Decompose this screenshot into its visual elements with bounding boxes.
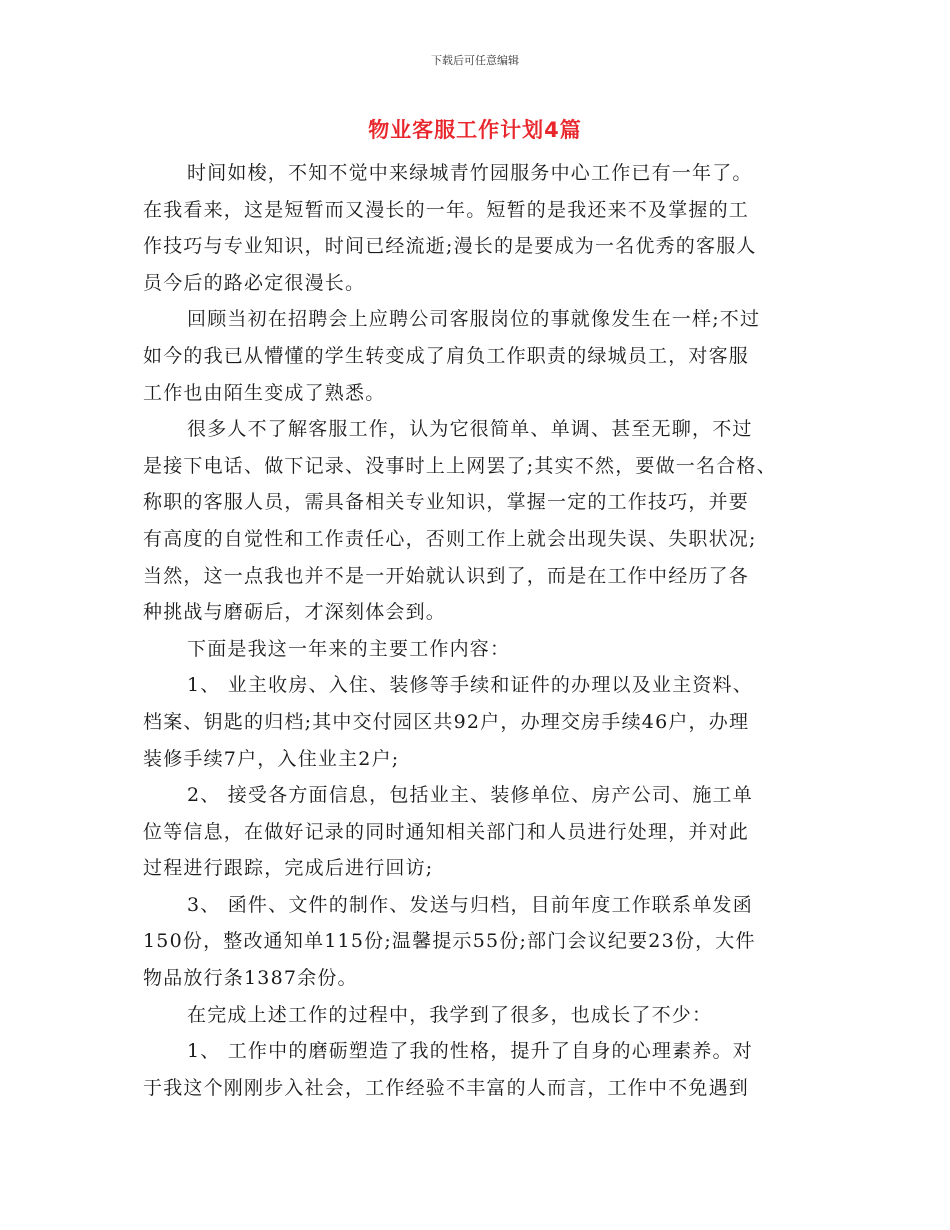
list-item-line: 位等信息，在做好记录的同时通知相关部门和人员进行处理，并对此 [143, 820, 750, 843]
paragraph-line: 工作也由陌生变成了熟悉。 [143, 381, 386, 404]
list-item-line: 3、 函件、文件的制作、发送与归档，目前年度工作联系单发函 [187, 893, 753, 916]
list-item-line: 1、 业主收房、入住、装修等手续和证件的办理以及业主资料、 [187, 674, 753, 697]
paragraph-line: 回顾当初在招聘会上应聘公司客服岗位的事就像发生在一样;不过 [187, 308, 761, 331]
list-item-line: 物品放行条1387余份。 [143, 967, 358, 990]
list-item-line: 过程进行跟踪，完成后进行回访; [143, 857, 434, 880]
list-item-line: 于我这个刚刚步入社会，工作经验不丰富的人而言，工作中不免遇到 [143, 1076, 750, 1099]
paragraph-line: 称职的客服人员，需具备相关专业知识，掌握一定的工作技巧，并要 [143, 491, 750, 514]
list-item-line: 150份，整改通知单115份;温馨提示55份;部门会议纪要23份，大件 [143, 930, 756, 953]
paragraph-line: 在我看来，这是短暂而又漫长的一年。短暂的是我还来不及掌握的工 [143, 198, 750, 221]
paragraph-line: 有高度的自觉性和工作责任心，否则工作上就会出现失误、失职状况; [143, 527, 757, 550]
paragraph-line: 很多人不了解客服工作，认为它很简单、单调、甚至无聊，不过 [187, 418, 753, 441]
paragraph-line: 当然，这一点我也并不是一开始就认识到了，而是在工作中经历了各 [143, 564, 750, 587]
paragraph-line: 时间如梭，不知不觉中来绿城青竹园服务中心工作已有一年了。 [187, 162, 753, 184]
paragraph-line: 是接下电话、做下记录、没事时上上网罢了;其实不然，要做一名合格、 [143, 454, 777, 477]
list-item-line: 档案、钥匙的归档;其中交付园区共92户，办理交房手续46户，办理 [143, 710, 750, 733]
paragraph-line: 种挑战与磨砺后，才深刻体会到。 [143, 601, 447, 624]
paragraph-line: 如今的我已从懵懂的学生转变成了肩负工作职责的绿城员工，对客服 [143, 344, 750, 367]
list-item-line: 装修手续7户，入住业主2户; [143, 747, 400, 770]
list-item-line: 1、 工作中的磨砺塑造了我的性格，提升了自身的心理素养。对 [187, 1040, 753, 1063]
document-title: 物业客服工作计划4篇 [368, 118, 582, 142]
paragraph-line: 员今后的路必定很漫长。 [143, 271, 366, 294]
paragraph-line: 在完成上述工作的过程中，我学到了很多，也成长了不少： [187, 1003, 713, 1026]
page-header-note: 下载后可任意编辑 [431, 54, 519, 67]
paragraph-line: 作技巧与专业知识，时间已经流逝;漫长的是要成为一名优秀的客服人 [143, 235, 757, 258]
list-item-line: 2、 接受各方面信息，包括业主、装修单位、房产公司、施工单 [187, 784, 753, 807]
document-body [143, 155, 823, 1106]
paragraph-line: 下面是我这一年来的主要工作内容： [187, 637, 511, 660]
